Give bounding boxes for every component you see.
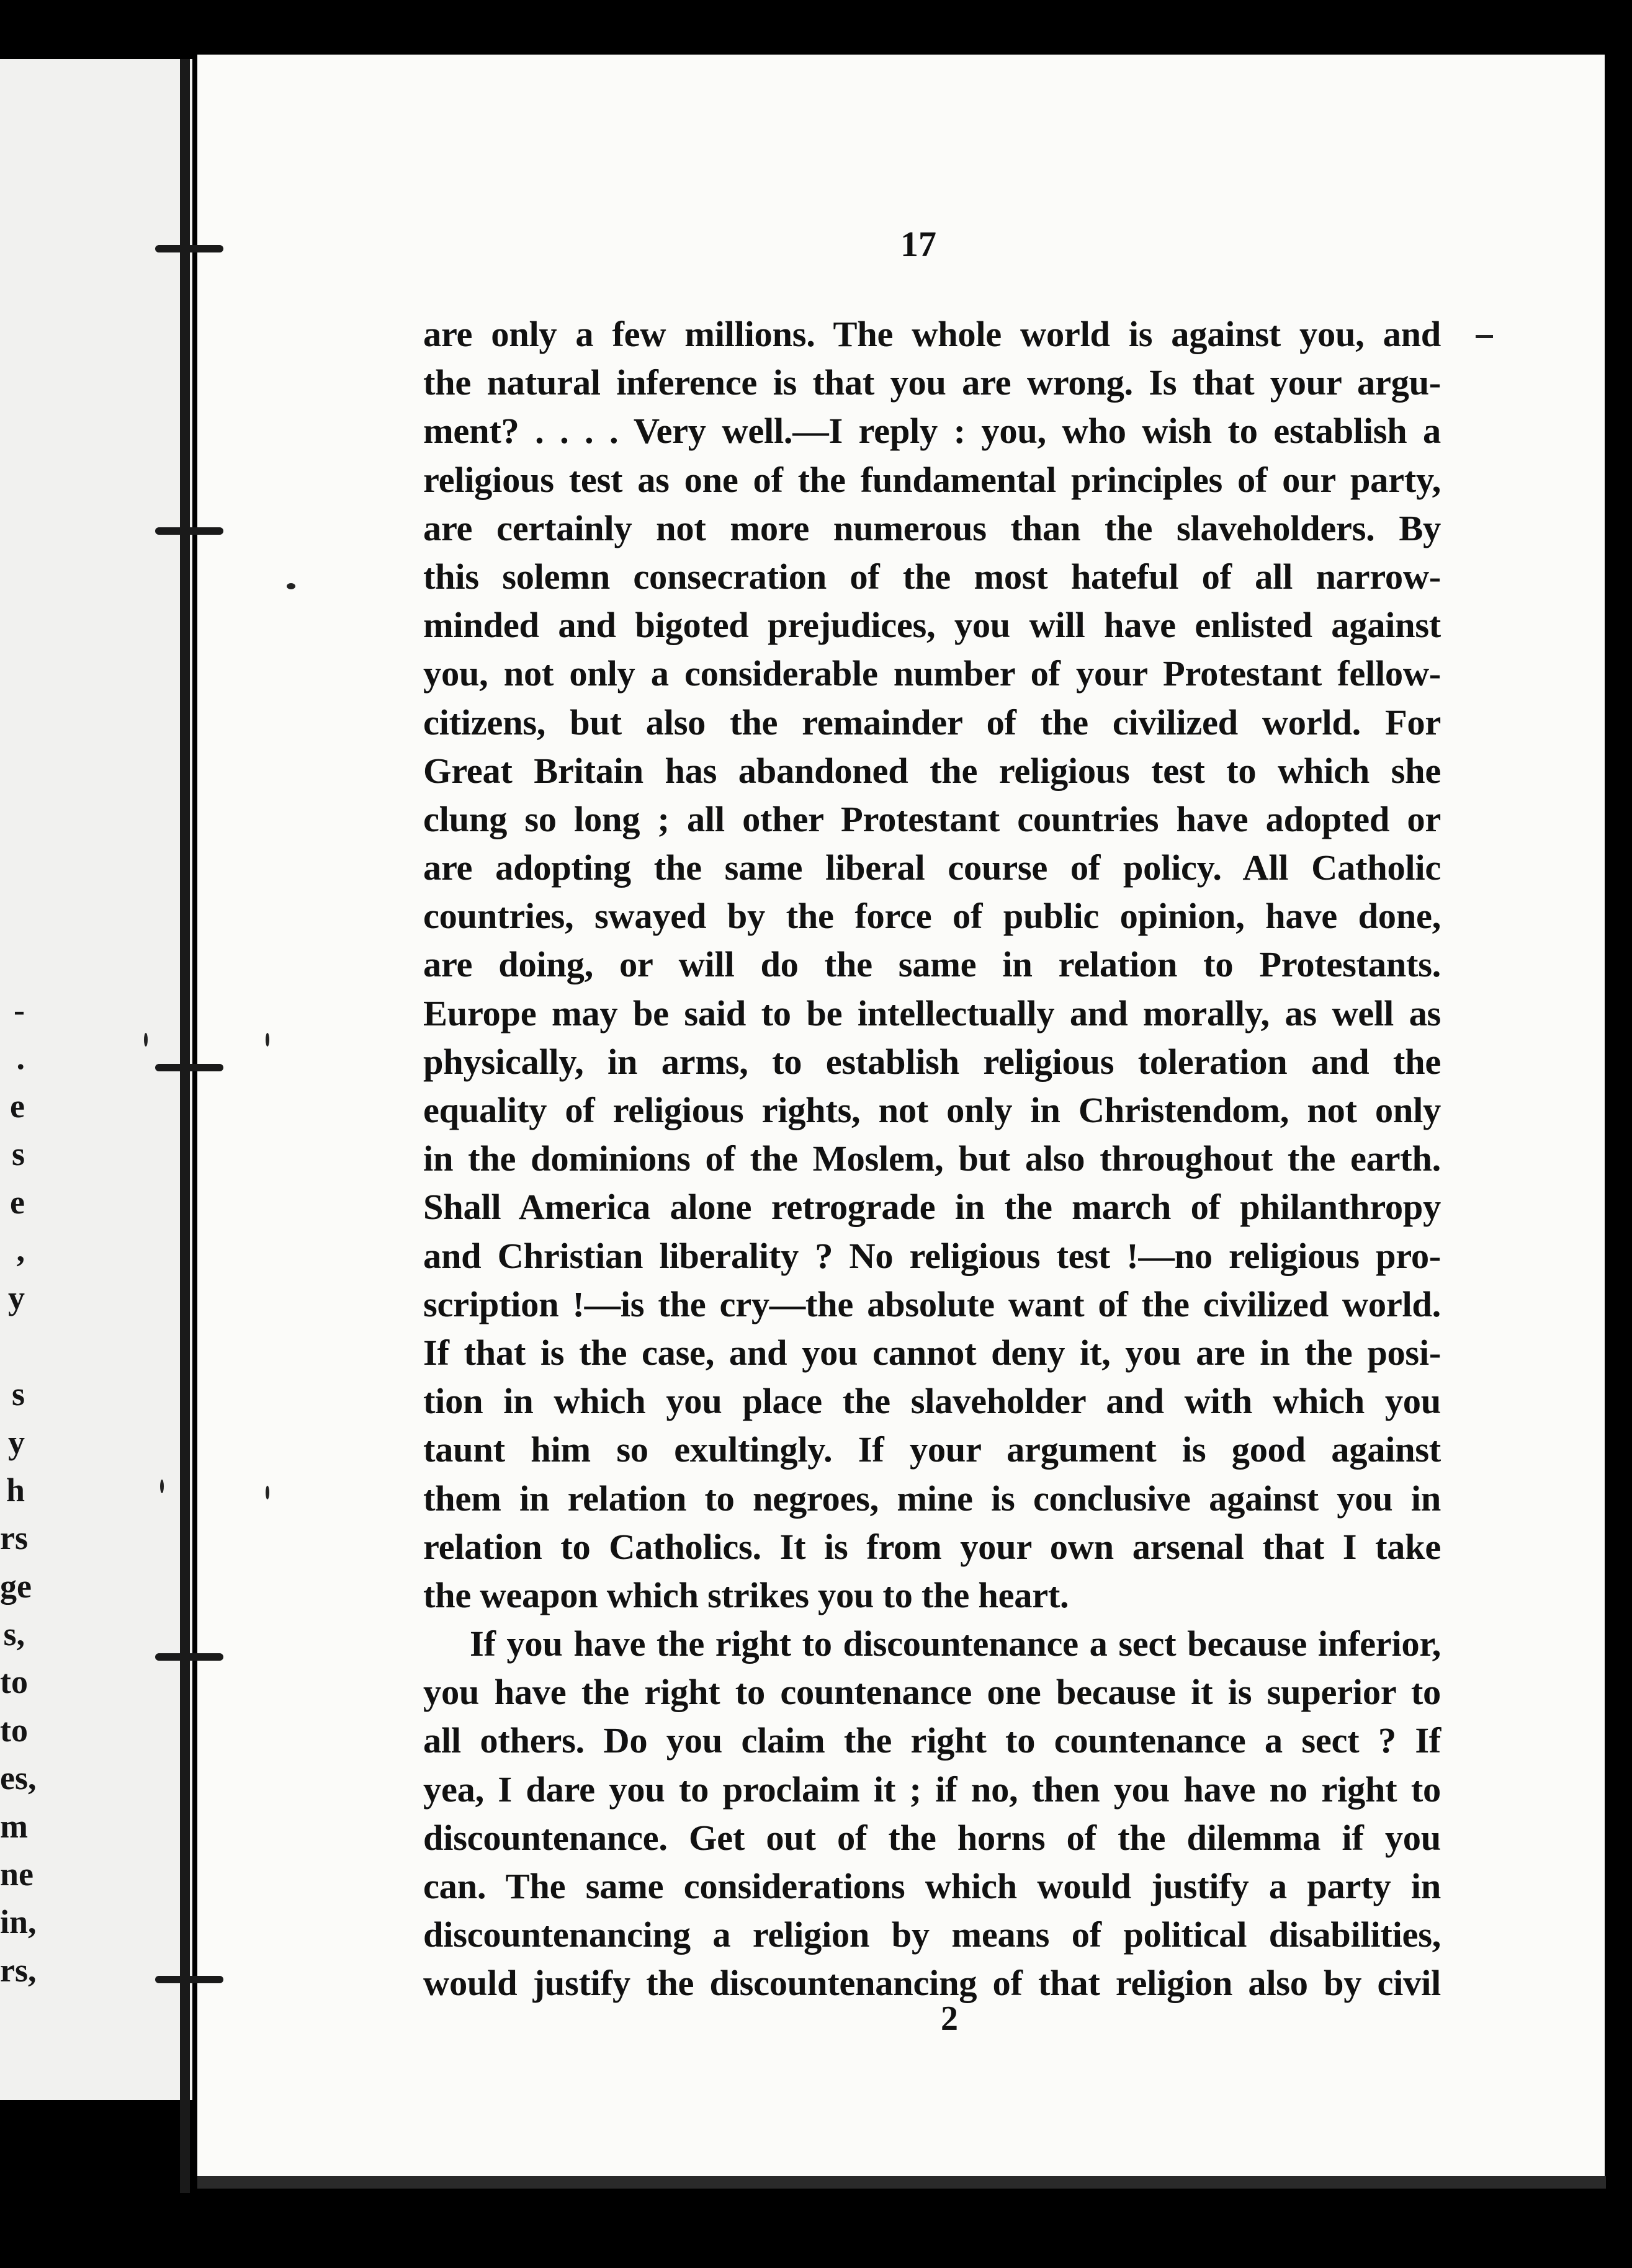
text-line: you, not only a considerable number of your Protestant fellow-	[423, 653, 1441, 694]
edge-fragment: h	[6, 1471, 25, 1509]
edge-fragment: e	[10, 1183, 25, 1221]
text-line: discountenancing a religion by means of political disabilities,	[423, 1914, 1441, 1955]
edge-fragment: s	[11, 1375, 25, 1413]
edge-fragment: y	[8, 1279, 25, 1317]
edge-fragment: m	[0, 1807, 28, 1845]
edge-fragment: y	[8, 1423, 25, 1461]
text-line: Shall America alone retrograde in the march of philanthropy	[423, 1187, 1441, 1228]
page-edge-shadow	[197, 2176, 1606, 2189]
text-line: are only a few millions. The whole world is against you, and	[423, 314, 1441, 354]
ink-speck	[266, 1486, 269, 1499]
text-line: this solemn consecration of the most hateful of all narrow-	[423, 556, 1441, 597]
edge-fragment: rs,	[0, 1951, 37, 1989]
binding-stitch	[155, 245, 223, 252]
text-line: religious test as one of the fundamental principles of our party,	[423, 459, 1441, 500]
edge-fragment: rs	[0, 1519, 28, 1557]
edge-fragment: s,	[3, 1615, 25, 1653]
text-line: tion in which you place the slaveholder and with which you	[423, 1381, 1441, 1422]
edge-fragment: ge	[0, 1567, 32, 1605]
text-line: clung so long ; all other Protestant countries have adopted or	[423, 798, 1441, 839]
text-line: you have the right to countenance one because it is superior to	[423, 1672, 1441, 1713]
text-line: are adopting the same liberal course of policy. All Catholic	[423, 847, 1441, 888]
binding-thread	[180, 59, 190, 2193]
text-line: can. The same considerations which would justify a party in	[423, 1866, 1441, 1906]
edge-fragment: to	[0, 1663, 28, 1701]
edge-fragment: ,	[16, 1231, 25, 1269]
text-line: are certainly not more numerous than the slaveholders. By	[423, 507, 1441, 548]
text-line: all others. Do you claim the right to countenance a sect ? If	[423, 1720, 1441, 1761]
edge-fragment: es,	[0, 1759, 37, 1797]
paragraph	[423, 310, 1441, 1620]
text-line: taunt him so exultingly. If your argument is good against	[423, 1429, 1441, 1470]
text-line: the weapon which strikes you to the heart.	[423, 1574, 1069, 1615]
text-line: Great Britain has abandoned the religious test to which she	[423, 750, 1441, 791]
edge-fragment: -	[14, 991, 25, 1029]
binding-stitch	[155, 1064, 223, 1071]
edge-fragment: to	[0, 1711, 28, 1749]
text-line: If that is the case, and you cannot deny it, you are in the posi-	[423, 1332, 1441, 1373]
binding-stitch	[155, 1976, 223, 1983]
ink-speck	[266, 1033, 269, 1047]
text-line: If you have the right to discountenance a sect because inferior,	[470, 1623, 1441, 1664]
previous-page-text-edge	[0, 986, 37, 1994]
text-line: would justify the discountenancing of that religion also by civil	[423, 1963, 1441, 2004]
edge-fragment: ne	[0, 1855, 34, 1893]
text-line: physically, in arms, to establish religious toleration and the	[423, 1041, 1441, 1082]
page-number: 17	[900, 224, 936, 264]
paragraph	[423, 1620, 1441, 2008]
text-line: and Christian liberality ? No religious test !—no religious pro-	[423, 1235, 1441, 1276]
text-line: scription !—is the cry—the absolute want of the civilized world.	[423, 1284, 1441, 1324]
edge-fragment: .	[16, 1039, 25, 1077]
text-line: minded and bigoted prejudices, you will have enlisted against	[423, 605, 1441, 646]
text-line: ment? . . . . Very well.—I reply : you, who wish to establish a	[423, 411, 1441, 452]
binding-stitch	[155, 527, 223, 535]
binding-stitch	[155, 1653, 223, 1661]
signature-mark: 2	[941, 1999, 958, 2038]
ink-speck	[287, 583, 295, 589]
text-line: relation to Catholics. It is from your own arsenal that I take	[423, 1526, 1441, 1567]
text-line: the natural inference is that you are wrong. Is that your argu-	[423, 362, 1441, 403]
text-line: are doing, or will do the same in relation to Protestants.	[423, 944, 1441, 985]
ink-speck	[160, 1480, 164, 1493]
body-text	[423, 310, 1441, 2008]
ink-speck	[144, 1033, 148, 1047]
edge-fragment	[0, 1323, 25, 1370]
text-line: countries, swayed by the force of public opinion, have done,	[423, 896, 1441, 937]
text-line: discountenance. Get out of the horns of the dilemma if you	[423, 1817, 1441, 1858]
text-line: equality of religious rights, not only in Christendom, not only	[423, 1090, 1441, 1130]
edge-fragment: s	[11, 1135, 25, 1173]
text-line: yea, I dare you to proclaim it ; if no, then you have no right to	[423, 1769, 1441, 1810]
margin-mark	[1476, 335, 1493, 338]
text-line: in the dominions of the Moslem, but also throughout the earth.	[423, 1138, 1441, 1179]
text-line: citizens, but also the remainder of the civilized world. For	[423, 702, 1441, 743]
edge-fragment: e	[10, 1087, 25, 1125]
text-line: them in relation to negroes, mine is conclusive against you in	[423, 1478, 1441, 1519]
edge-fragment: in,	[0, 1903, 37, 1941]
text-line: Europe may be said to be intellectually and morally, as well as	[423, 993, 1441, 1034]
